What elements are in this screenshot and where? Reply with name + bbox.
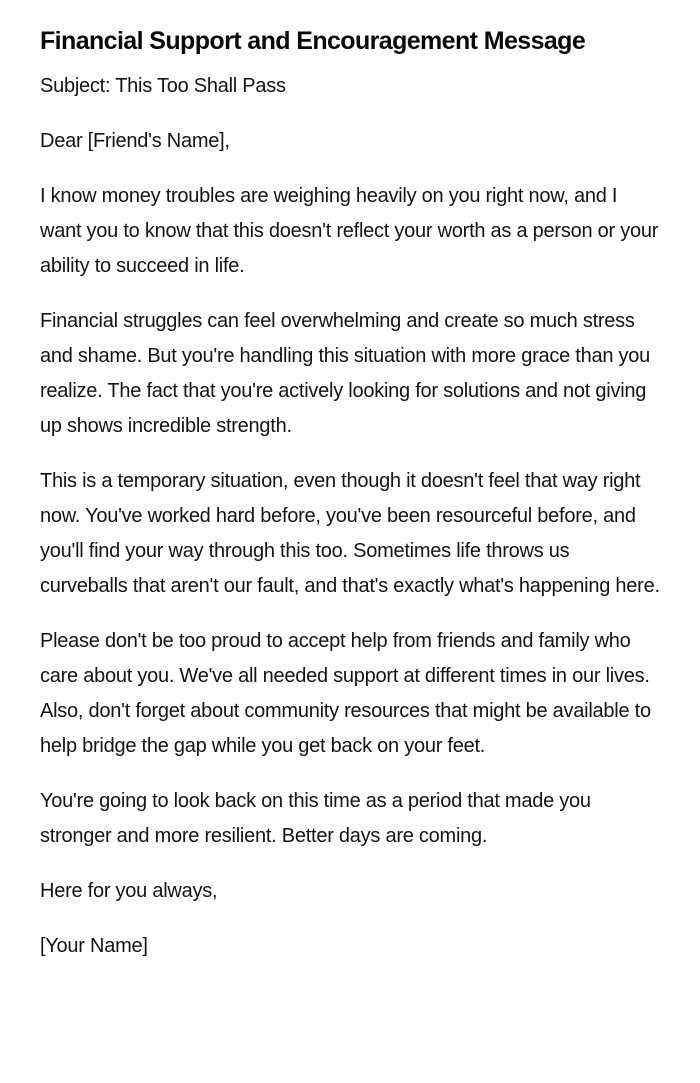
greeting: Dear [Friend's Name],: [40, 130, 230, 152]
document-title: Financial Support and Encouragement Message: [40, 27, 586, 55]
subject-line: Subject: This Too Shall Pass: [40, 75, 286, 97]
closing-line: Here for you always,: [40, 880, 218, 902]
signature: [Your Name]: [40, 935, 148, 957]
body-paragraph-2: Financial struggles can feel overwhelming and create so much stress and shame. But you're handling this situation with more grace than you realize. The fact that you're actively looking for solutions and not giving up shows incredible strength.: [40, 310, 651, 437]
body-paragraph-1: I know money troubles are weighing heavily on you right now, and I want you to know that this doesn't reflect your worth as a person or your ability to succeed in life.: [40, 185, 659, 277]
body-paragraph-4: Please don't be too proud to accept help from friends and family who care about you. We've all needed support at different times in our lives. Also, don't forget about community resources that might be available to help bridge the gap while you get back on your feet.: [40, 630, 651, 757]
body-paragraph-5: You're going to look back on this time as a period that made you stronger and more resilient. Better days are coming.: [40, 790, 591, 847]
body-paragraph-3: This is a temporary situation, even though it doesn't feel that way right now. You've worked hard before, you've been resourceful before, and you'll find your way through this too. Sometimes life throws us curveballs that aren't our fault, and that's exactly what's happening here.: [40, 470, 660, 597]
